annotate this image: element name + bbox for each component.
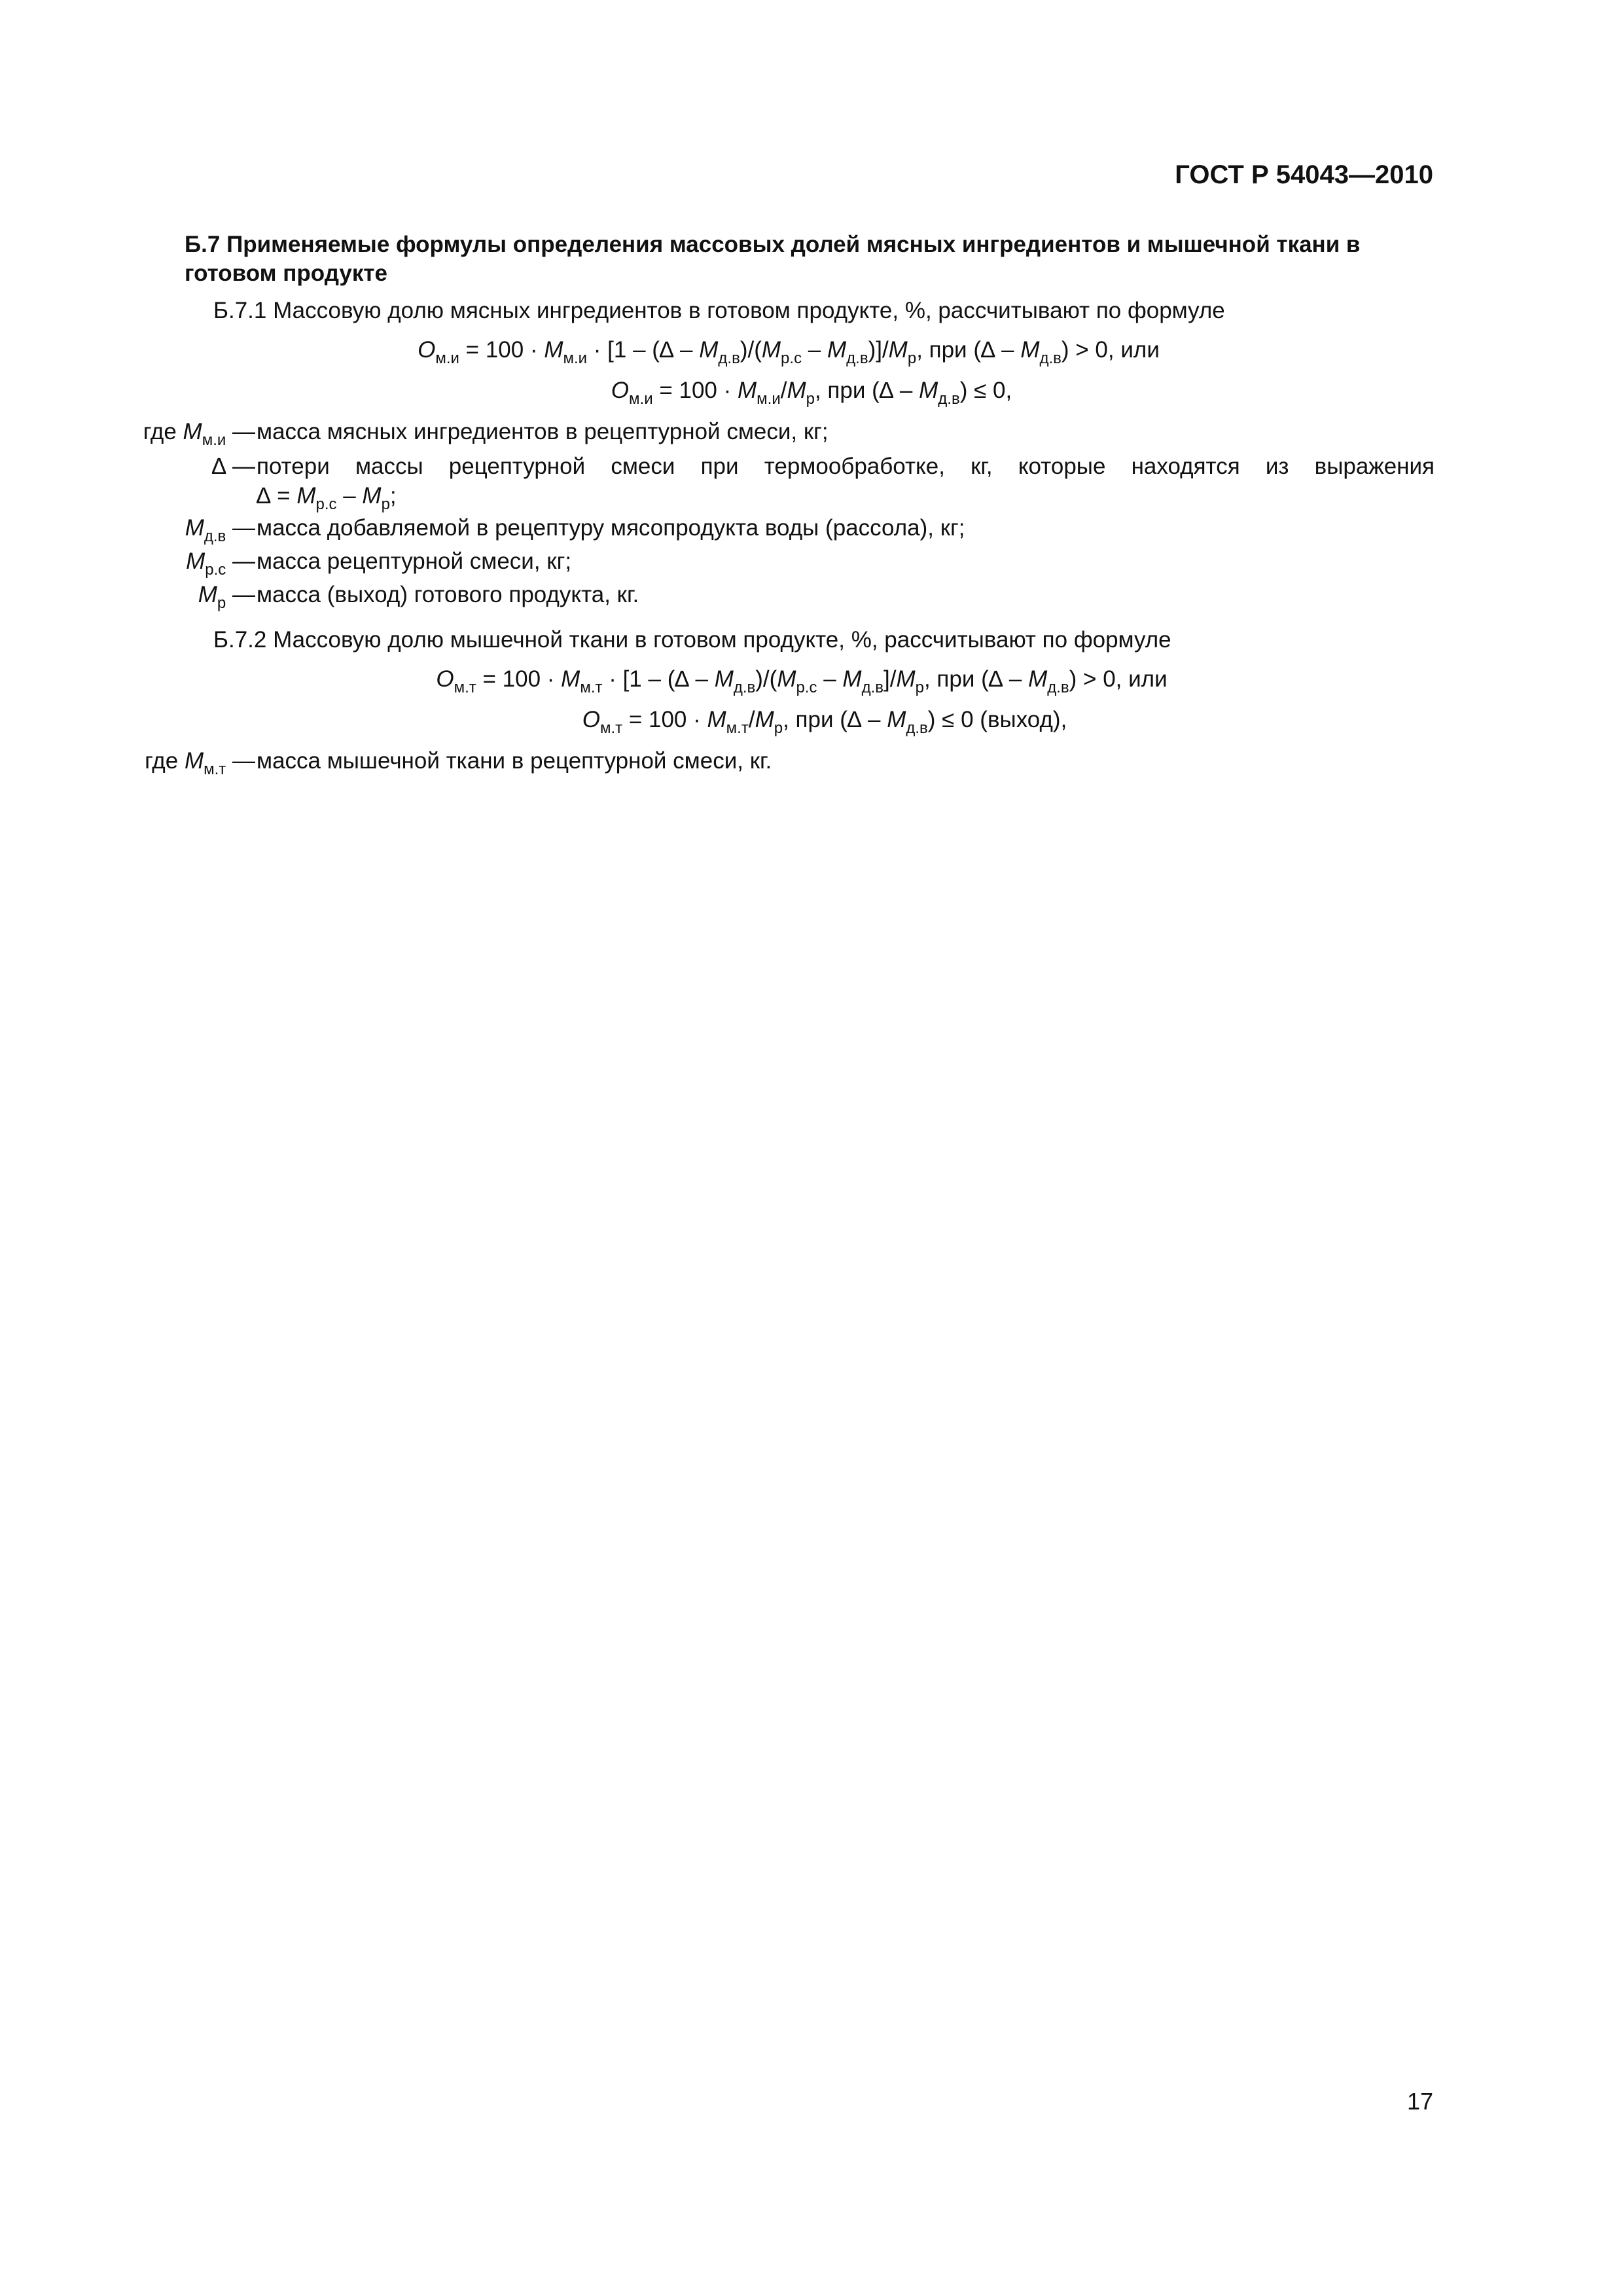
page-number: 17 (1406, 2088, 1433, 2115)
document-header: ГОСТ Р 54043—2010 (1175, 160, 1433, 189)
paragraph-b71-intro: Б.7.1 Массовую долю мясных ингредиентов в готовом продукте, %, рассчитывают по формуле (213, 298, 1225, 323)
definition-text: потери массы рецептурной смеси при термообработке, кг, которые находятся из выражения (257, 454, 1435, 479)
definition-row: $М_{р.с}$ — масса рецептурной смеси, кг; (186, 548, 572, 579)
definition-text: масса мясных ингредиентов в рецептурной смеси, кг; (257, 419, 829, 444)
definition-text: масса добавляемой в рецептуру мясопродукта воды (рассола), кг; (257, 515, 965, 541)
definition-text: масса мышечной ткани в рецептурной смеси, кг. (257, 748, 772, 774)
delta-expression: ∆ = $М_{р.с} - М_р$; (257, 483, 397, 513)
definition-row: где $М_{м.т}$ — масса мышечной ткани в рецептурной смеси, кг. (145, 748, 772, 778)
definition-row: $М_р$ — масса (выход) готового продукта, кг. (198, 582, 639, 612)
definition-text: масса рецептурной смеси, кг; (257, 548, 572, 574)
definition-row: $М_{д.в}$ — масса добавляемой в рецептуру мясопродукта воды (рассола), кг; (185, 515, 965, 545)
formula-b72-2: $О_{м.т} = 100 \cdot М_{м.т}/М_р$, при (∆ – $М_{д.в}) \le 0$ (выход), (582, 707, 1067, 737)
where-word: где (143, 419, 177, 444)
formula-b72-1: $О_{м.т} = 100 \cdot М_{м.т} \cdot [1$ – (∆ – $М_{д.в})/(М_{р.с} - М_{д.в}]/М_р$, при (∆ – $М_{д.в}) > 0$, или (436, 666, 1168, 696)
where-word: где (145, 748, 179, 774)
definition-row: ∆ — потери массы рецептурной смеси при термообработке, кг, которые находятся из выражения ∆ = $М_{р.с} - М_р$; (211, 454, 1435, 513)
definition-text: масса (выход) готового продукта, кг. (257, 582, 639, 607)
formula-b71-1: $О_{м.и} = 100 \cdot М_{м.и} \cdot [1$ – (∆ – $М_{д.в})/(М_{р.с} - М_{д.в})]/М_р$, при (∆ – $М_{д.в}) > 0$, или (418, 337, 1160, 367)
paragraph-b72-intro: Б.7.2 Массовую долю мышечной ткани в готовом продукте, %, рассчитывают по формуле (213, 627, 1171, 653)
definition-row: где $М_{м.и}$ — масса мясных ингредиентов в рецептурной смеси, кг; (143, 419, 829, 449)
section-title: Б.7 Применяемые формулы определения массовых долей мясных ингредиентов и мышечной ткани в готовом продукте (185, 232, 1361, 286)
formula-b71-2: $О_{м.и} = 100 \cdot М_{м.и}/М_р$, при (∆ – $М_{д.в}) \le 0$, (611, 378, 1012, 408)
